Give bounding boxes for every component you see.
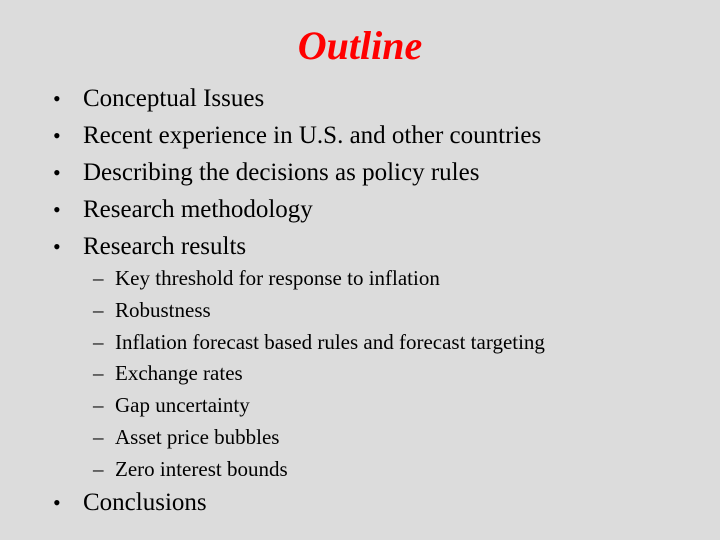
sub-bullet-text: Asset price bubbles xyxy=(115,424,280,449)
bullet-dot-icon: • xyxy=(53,160,61,185)
bullet-text: Recent experience in U.S. and other countries xyxy=(83,122,542,149)
bullet-dot-icon: • xyxy=(53,234,61,259)
bullet-text: Conclusions xyxy=(83,489,207,516)
dash-icon: – xyxy=(93,361,104,386)
dash-icon: – xyxy=(93,329,104,354)
dash-icon: – xyxy=(93,297,104,322)
dash-icon: – xyxy=(93,456,104,481)
dash-icon: – xyxy=(93,266,104,290)
bullet-text: Conceptual Issues xyxy=(83,85,265,112)
sub-bullet-text: Gap uncertainty xyxy=(115,393,250,418)
sub-bullet-text: Zero interest bounds xyxy=(115,456,288,481)
dash-icon: – xyxy=(93,424,104,449)
bullet-text: Research methodology xyxy=(83,196,313,223)
bullet-dot-icon: • xyxy=(53,86,61,111)
bullet-dot-icon: • xyxy=(53,490,61,515)
dash-icon: – xyxy=(93,393,104,418)
sub-bullet-text: Robustness xyxy=(115,297,211,322)
sub-bullet-text: Exchange rates xyxy=(115,361,243,386)
sub-bullet-text: Inflation forecast based rules and forecast targeting xyxy=(115,329,545,354)
sub-bullet-text: Key threshold for response to inflation xyxy=(115,266,440,290)
slide-title: Outline xyxy=(297,23,423,68)
bullet-dot-icon: • xyxy=(53,123,61,148)
bullet-dot-icon: • xyxy=(53,197,61,222)
bullet-text: Research results xyxy=(83,233,247,260)
bullet-text: Describing the decisions as policy rules xyxy=(83,159,480,186)
